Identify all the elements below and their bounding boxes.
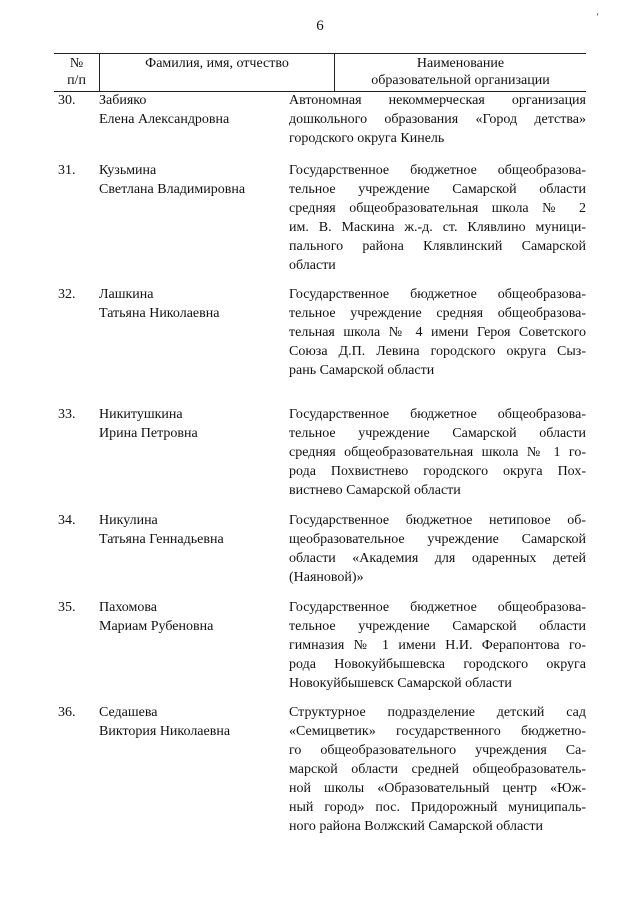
name-line: Лашкина: [99, 287, 154, 302]
row-number: 34.: [58, 513, 76, 528]
header-organization: Наименование образовательной организации: [334, 54, 586, 91]
row-person-name: [99, 703, 289, 836]
organization-line: рода Похвистнево городского округа Пох-: [289, 464, 586, 479]
organization-line: Новокуйбышевск Самарской области: [289, 676, 512, 691]
row-person-name: [99, 598, 289, 693]
organization-line: рода Новокуйбышевска городского округа: [289, 657, 586, 672]
organization-line: Государственное бюджетное общеобразова-: [289, 600, 586, 615]
row-number: 30.: [58, 93, 76, 108]
row-number: 33.: [58, 407, 76, 422]
row-person-name: [99, 91, 289, 148]
organization-line: области «Академия для одаренных детей: [289, 551, 586, 566]
name-line: Татьяна Геннадьевна: [99, 532, 224, 547]
stray-mark: ‘: [596, 12, 600, 23]
organization-line: вистнево Самарской области: [289, 483, 461, 498]
organization-line: ной школы «Образовательный центр «Юж-: [289, 781, 586, 796]
row-organization: [289, 91, 586, 148]
organization-line: тельное учреждение средняя общеобразова-: [289, 306, 586, 321]
name-line: Пахомова: [99, 600, 158, 615]
organization-line: пального района Клявлинский Самарской: [289, 239, 586, 254]
organization-line: Структурное подразделение детский сад: [289, 705, 586, 720]
table-row: [54, 703, 586, 836]
organization-line: городского округа Кинель: [289, 131, 445, 146]
organization-line: (Наяновой)»: [289, 570, 364, 585]
name-line: Виктория Николаевна: [99, 724, 231, 739]
organization-line: им. В. Маскина ж.-д. ст. Клявлино муници-: [289, 220, 586, 235]
row-number: 31.: [58, 163, 76, 178]
organization-line: ного района Волжский Самарской области: [289, 819, 543, 834]
name-line: Никулина: [99, 513, 158, 528]
name-line: Елена Александровна: [99, 112, 230, 127]
name-line: Мариам Рубеновна: [99, 619, 214, 634]
row-number: 35.: [58, 600, 76, 615]
name-line: Ирина Петровна: [99, 426, 198, 441]
row-person-name: [99, 511, 289, 587]
organization-line: ный город» пос. Придорожный муниципаль-: [289, 800, 586, 815]
name-line: Светлана Владимировна: [99, 182, 246, 197]
organization-line: тельное учреждение Самарской области: [289, 182, 586, 197]
table-row: [54, 405, 586, 500]
table-row: [54, 91, 586, 148]
organization-line: го общеобразовательного учреждения Са-: [289, 743, 586, 758]
organization-line: Автономная некоммерческая организация: [289, 93, 586, 108]
row-organization: [289, 511, 586, 587]
table-header: [54, 53, 586, 92]
organization-line: Государственное бюджетное общеобразова-: [289, 287, 586, 302]
organization-line: средняя общеобразовательная школа № 1 го-: [289, 445, 586, 460]
organization-line: щеобразовательное учреждение Самарской: [289, 532, 586, 547]
row-organization: [289, 598, 586, 693]
organization-line: рань Самарской области: [289, 363, 435, 378]
organization-line: тельная школа № 4 имени Героя Советского: [289, 325, 586, 340]
row-organization: [289, 285, 586, 380]
organization-line: Государственное бюджетное общеобразова-: [289, 407, 586, 422]
table-row: [54, 598, 586, 693]
name-line: Никитушкина: [99, 407, 183, 422]
page-number: 6: [316, 18, 324, 34]
row-organization: [289, 703, 586, 836]
table-row: [54, 161, 586, 275]
row-organization: [289, 405, 586, 500]
organization-line: Государственное бюджетное нетиповое об-: [289, 513, 586, 528]
row-person-name: [99, 405, 289, 500]
name-line: Татьяна Николаевна: [99, 306, 220, 321]
table-row: [54, 285, 586, 380]
name-line: Кузьмина: [99, 163, 157, 178]
organization-line: тельное учреждение Самарской области: [289, 619, 586, 634]
row-number: 36.: [58, 705, 76, 720]
organization-line: «Семицветик» государственного бюджетно-: [289, 724, 586, 739]
organization-line: дошкольного образования «Город детства»: [289, 112, 586, 127]
organization-line: гимназия № 1 имени Н.И. Ферапонтова го-: [289, 638, 586, 653]
organization-line: Союза Д.П. Левина городского округа Сыз-: [289, 344, 586, 359]
name-line: Забияко: [99, 93, 147, 108]
row-number: 32.: [58, 287, 76, 302]
header-number: № п/п: [67, 56, 86, 88]
organization-line: марской области средней общеобразователь-: [289, 762, 586, 777]
organization-line: области: [289, 258, 336, 273]
header-name: Фамилия, имя, отчество: [99, 54, 334, 91]
table-row: [54, 511, 586, 587]
row-person-name: [99, 285, 289, 380]
organization-line: средняя общеобразовательная школа № 2: [289, 201, 586, 216]
name-line: Седашева: [99, 705, 158, 720]
row-person-name: [99, 161, 289, 275]
organization-line: тельное учреждение Самарской области: [289, 426, 586, 441]
organization-line: Государственное бюджетное общеобразова-: [289, 163, 586, 178]
row-organization: [289, 161, 586, 275]
